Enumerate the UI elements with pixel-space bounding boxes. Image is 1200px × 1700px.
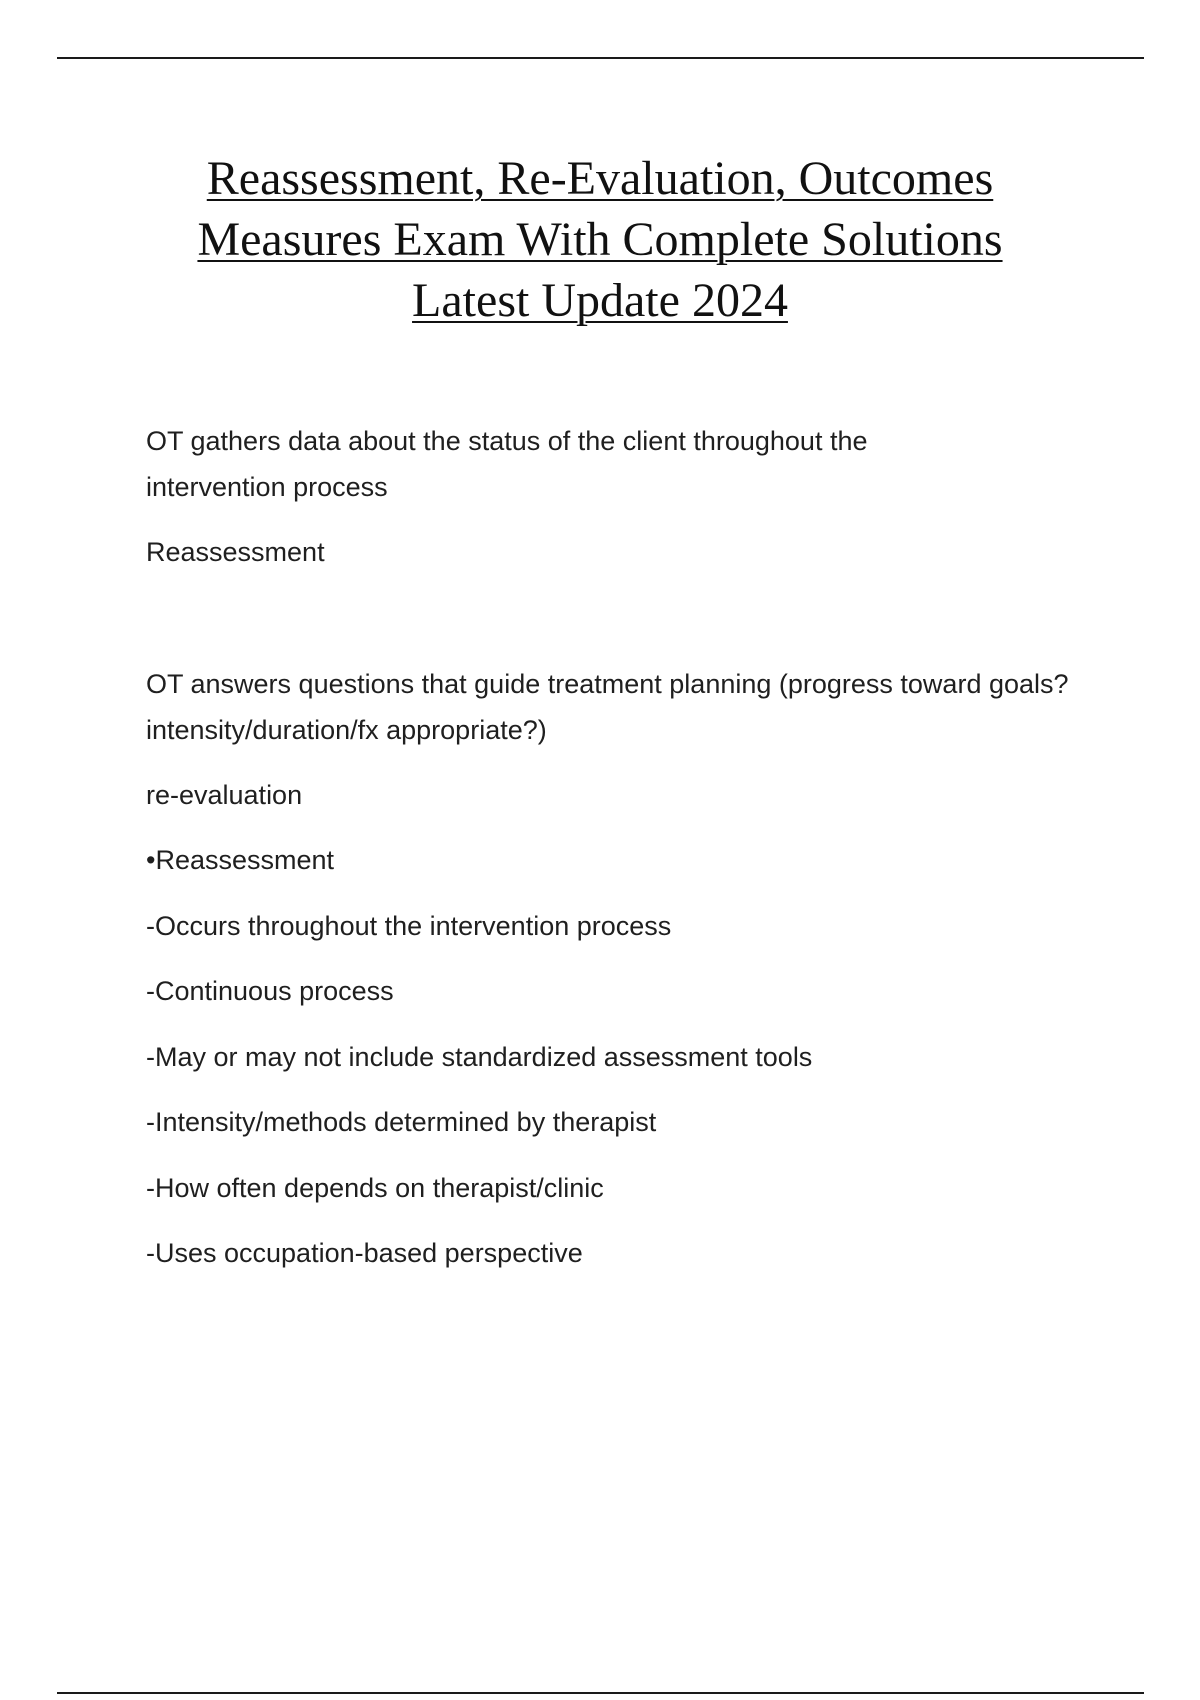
note-item: -Occurs throughout the intervention process	[146, 911, 672, 941]
note-item: -Uses occupation-based perspective	[146, 1238, 583, 1268]
notes-heading: •Reassessment	[146, 845, 335, 875]
top-rule	[57, 57, 1144, 59]
bottom-rule	[57, 1692, 1144, 1694]
answer-2: re-evaluation	[146, 780, 303, 810]
title-line-1: Reassessment, Re-Evaluation, Outcomes	[206, 152, 994, 205]
question-1: OT gathers data about the status of the client throughout the intervention process	[146, 426, 868, 502]
document-title	[100, 148, 1100, 331]
note-item: -Intensity/methods determined by therapist	[146, 1107, 657, 1137]
answer-1: Reassessment	[146, 537, 325, 567]
note-item: -May or may not include standardized assessment tools	[146, 1042, 813, 1072]
title-line-3: Latest Update 2024	[412, 274, 788, 327]
question-2: OT answers questions that guide treatment planning (progress toward goals? intensity/duration/fx appropriate?)	[146, 669, 1069, 745]
note-item: -How often depends on therapist/clinic	[146, 1173, 604, 1203]
title-line-2: Measures Exam With Complete Solutions	[197, 213, 1003, 266]
note-item: -Continuous process	[146, 976, 394, 1006]
